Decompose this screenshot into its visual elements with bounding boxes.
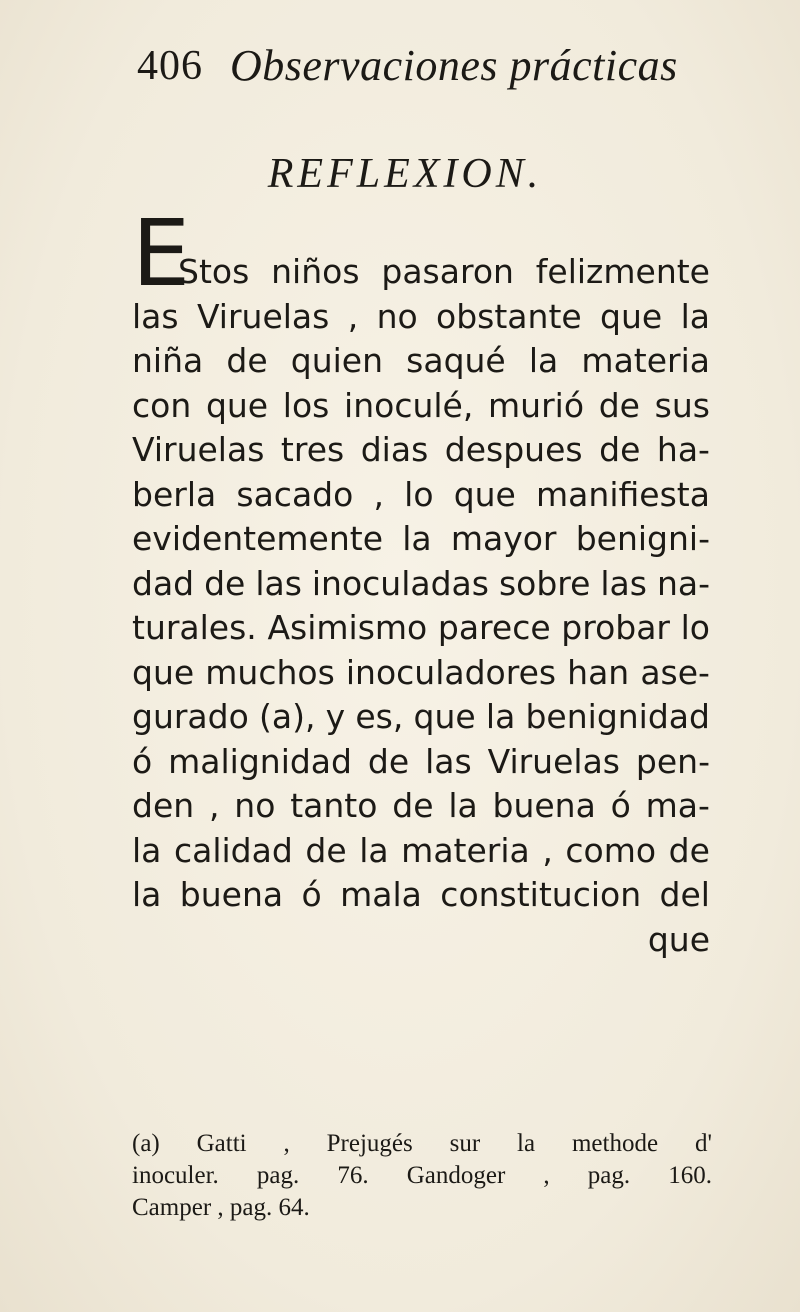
word: ,: [543, 1162, 550, 1189]
text-line: [132, 517, 710, 562]
word: ó: [610, 786, 631, 825]
word: saqué: [406, 341, 506, 380]
catchword-line: [132, 918, 710, 963]
catchword: que: [647, 919, 710, 959]
word: pag.: [587, 1162, 631, 1189]
word: de: [392, 786, 434, 825]
footnote-line: [132, 1192, 712, 1224]
word: del: [659, 875, 710, 914]
word: ma-: [645, 786, 710, 825]
word: (a): [132, 1130, 160, 1157]
word: la: [132, 875, 162, 914]
word: obstante: [436, 296, 582, 336]
word: los: [282, 385, 330, 425]
word: mala: [340, 875, 422, 914]
word: berla: [132, 474, 217, 514]
word: no: [234, 786, 276, 825]
text-line: [132, 428, 710, 473]
word: inoculadas: [311, 563, 489, 603]
word: Viruelas: [132, 430, 265, 469]
word: que: [132, 652, 195, 692]
word: de: [226, 341, 268, 380]
word: sacado: [236, 474, 354, 514]
word: las: [132, 296, 179, 336]
word: es,: [355, 697, 404, 736]
footnote-text: Camper , pag. 64.: [132, 1194, 310, 1221]
word: materia: [401, 830, 530, 870]
text-line: [132, 740, 710, 785]
word: ó: [132, 741, 153, 781]
word: ,: [373, 474, 384, 514]
word: de: [598, 385, 640, 425]
text-line: [132, 384, 710, 429]
word: despues: [444, 430, 583, 469]
word: dias: [360, 430, 429, 469]
section-title: REFLEXION.: [267, 151, 543, 197]
word: las: [600, 563, 647, 603]
text-line: [132, 473, 710, 518]
word: probar: [561, 608, 670, 647]
word: como: [565, 830, 657, 870]
word: pag.: [256, 1162, 300, 1189]
word: murió: [488, 385, 585, 425]
word: manifiesta: [536, 474, 710, 514]
word: que: [413, 697, 476, 736]
word: benigni-: [575, 519, 710, 558]
word: Gatti: [196, 1130, 247, 1157]
word: la: [485, 697, 516, 736]
word: de: [367, 741, 410, 781]
word: parece: [437, 608, 551, 647]
word: las: [425, 741, 472, 781]
word: sur: [449, 1130, 481, 1157]
page-number: 406: [137, 43, 203, 89]
running-title: Observaciones prácticas: [230, 41, 678, 90]
word: la: [359, 830, 389, 870]
word: buena: [492, 786, 596, 825]
footnote: [132, 1128, 712, 1224]
word: de: [668, 830, 710, 870]
word: materia: [581, 341, 710, 380]
word: ó: [301, 875, 322, 914]
word: buena: [179, 875, 284, 914]
word: evidentemente: [132, 519, 384, 558]
word: ase-: [640, 652, 710, 692]
word: la: [402, 519, 432, 558]
text-line: [132, 873, 710, 918]
word: sobre: [498, 563, 591, 603]
text-line: [132, 295, 710, 340]
word: pasaron: [381, 252, 514, 291]
word: no: [376, 296, 418, 336]
word: turales.: [132, 608, 257, 647]
word: la: [680, 296, 710, 336]
footnote-line: [132, 1160, 712, 1192]
word: d': [694, 1130, 712, 1157]
word: 160.: [668, 1162, 712, 1189]
word: la: [448, 786, 478, 825]
word: la: [517, 1130, 536, 1157]
word: han: [567, 652, 630, 692]
text-line: [132, 784, 710, 829]
word: (a),: [258, 697, 316, 736]
text-line: [132, 829, 710, 874]
text-line: [132, 562, 710, 607]
word: Viruelas: [196, 296, 330, 336]
word: de: [305, 830, 347, 870]
word: que: [600, 296, 663, 336]
word: lo: [404, 474, 434, 514]
word: Gandoger: [406, 1162, 506, 1189]
word: ,: [347, 296, 359, 336]
word: las: [255, 563, 302, 603]
word: Stos: [178, 252, 250, 291]
word: quien: [290, 341, 384, 380]
word: con: [132, 385, 192, 425]
text-line: [132, 695, 710, 740]
word: inoculer.: [132, 1162, 219, 1189]
word: Prejugés: [326, 1130, 413, 1157]
word: de: [204, 563, 246, 603]
word: ,: [208, 786, 220, 825]
word: tres: [280, 430, 345, 469]
drop-cap: E: [132, 200, 191, 307]
word: ha-: [656, 430, 710, 469]
word: sus: [654, 385, 710, 425]
word: de: [599, 430, 641, 469]
word: la: [132, 830, 162, 870]
word: y: [325, 697, 346, 736]
word: que: [205, 385, 269, 425]
word: que: [453, 474, 516, 514]
word: methode: [571, 1130, 659, 1157]
word: lo: [680, 608, 710, 647]
text-line: [132, 339, 710, 384]
word: gurado: [132, 697, 249, 736]
text-line: [132, 200, 710, 307]
word: muchos: [205, 652, 335, 692]
word: ,: [542, 830, 553, 870]
body-text: [132, 200, 710, 962]
word: malignidad: [168, 741, 352, 781]
word: constitucion: [440, 875, 642, 914]
word: benignidad: [525, 697, 710, 736]
word: la: [528, 341, 559, 380]
word: dad: [132, 563, 195, 603]
word: Viruelas: [487, 741, 620, 781]
word: felizmente: [535, 252, 710, 291]
word: den: [132, 786, 195, 825]
footnote-line: [132, 1128, 712, 1160]
text-line: [132, 606, 710, 651]
word: inoculé,: [344, 385, 474, 425]
word: niña: [132, 341, 204, 380]
word: ,: [283, 1130, 290, 1157]
word: niños: [271, 252, 360, 291]
word: calidad: [173, 830, 293, 870]
text-line: [132, 651, 710, 696]
word: pen-: [635, 741, 710, 781]
word: inoculadores: [345, 652, 557, 692]
running-head: [0, 40, 800, 100]
word: na-: [656, 563, 710, 603]
word: Asimismo: [267, 608, 428, 647]
word: 76.: [337, 1162, 369, 1189]
word: tanto: [290, 786, 378, 825]
word: mayor: [450, 519, 557, 558]
